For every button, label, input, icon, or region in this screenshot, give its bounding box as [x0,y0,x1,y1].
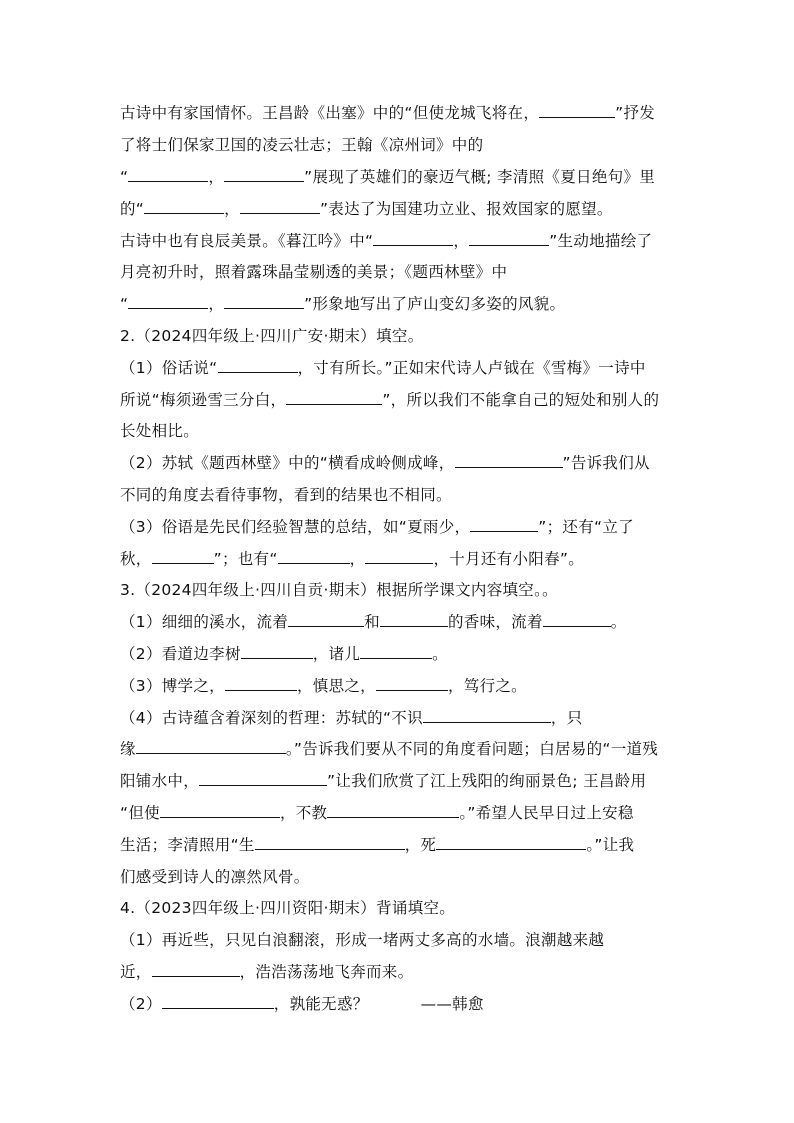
answer-blank[interactable] [128,167,208,182]
text-line: 的“ ， ”表达了为国建功立业、报效国家的愿望。 [120,200,613,218]
question-heading: 4.（2023四年级上·四川资阳·期末）背诵填空。 [120,899,456,917]
answer-blank[interactable] [380,612,448,627]
answer-blank[interactable] [240,199,320,214]
text-line: “ ， ”展现了英雄们的豪迈气概; 李清照《夏日绝句》里 [120,168,656,186]
text-line: 生活；李清照用“生 ，死 。”让我 [120,836,635,854]
text-line: （2）看道边李树 ，诸儿 。 [120,645,448,663]
answer-blank[interactable] [224,167,304,182]
text-line: （2）苏轼《题西林壁》中的“横看成岭侧成峰， ”告诉我们从 [120,454,650,472]
answer-blank[interactable] [241,644,313,659]
author-attribution: ——韩愈 [420,995,484,1013]
text-line: “但使 ，不教 。”希望人民早日过上安稳 [120,804,634,822]
text-line: （1）再近些，只见白浪翻滚，形成一堵两丈多高的水墙。浪潮越来越 [120,931,605,949]
answer-blank[interactable] [199,771,327,786]
text-line: 阳铺水中， ”让我们欣赏了江上残阳的绚丽景色; 王昌龄用 [120,772,647,790]
answer-blank[interactable] [136,739,286,754]
text-line: （1）细细的溪水，流着 和 的香味，流着 。 [120,613,627,631]
text-line: 所说“梅须逊雪三分白， ”，所以我们不能拿自己的短处和别人的 [120,391,660,409]
answer-blank[interactable] [327,803,459,818]
text-line: （2） ，孰能无惑？ ——韩愈 [120,995,484,1013]
answer-blank[interactable] [225,676,297,691]
text-line: 秋， ”；也有“ ， ，十月还有小阳春”。 [120,550,585,568]
text-line: 不同的角度去看待事物，看到的结果也不相同。 [120,486,452,504]
text-line: 古诗中有家国情怀。王昌龄《出塞》中的“但使龙城飞将在， ”抒发 [120,104,656,122]
text-line: 缘 。”告诉我们要从不同的角度看问题；白居易的“一道残 [120,740,659,758]
answer-blank[interactable] [162,994,274,1009]
answer-blank[interactable] [376,676,448,691]
answer-blank[interactable] [224,294,304,309]
answer-blank[interactable] [360,644,432,659]
answer-blank[interactable] [160,803,280,818]
answer-blank[interactable] [373,231,453,246]
answer-blank[interactable] [423,708,551,723]
text-line: 月亮初升时，照着露珠晶莹剔透的美景；《题西林壁》中 [120,263,508,281]
text-line: “ ， ”形象地写出了庐山变幻多姿的风貌。 [120,295,566,313]
answer-blank[interactable] [278,549,350,564]
text-line: 们感受到诗人的凛然风骨。 [120,868,310,886]
answer-blank[interactable] [470,517,538,532]
text-line: 近， ，浩浩荡荡地飞奔而来。 [120,963,414,981]
text-line: （3）俗语是先民们经验智慧的总结，如“夏雨少， ”；还有“立了 [120,518,634,536]
answer-blank[interactable] [255,835,405,850]
answer-blank[interactable] [218,358,298,373]
text-line: 了将士们保家卫国的凌云壮志；王翰《凉州词》中的 [120,136,484,154]
answer-blank[interactable] [436,835,586,850]
question-heading: 2.（2024四年级上·四川广安·期末）填空。 [120,327,424,345]
text-line: 古诗中也有良辰美景。《暮江吟》中“ ， ”生动地描绘了 [120,232,653,250]
answer-blank[interactable] [152,962,240,977]
answer-blank[interactable] [152,549,214,564]
answer-blank[interactable] [543,612,611,627]
answer-blank[interactable] [286,390,382,405]
answer-blank[interactable] [128,294,208,309]
answer-blank[interactable] [365,549,433,564]
answer-blank[interactable] [469,231,549,246]
text-line: （1）俗话说“ ，寸有所长。”正如宋代诗人卢钺在《雪梅》一诗中 [120,359,646,377]
text-line: （4）古诗蕴含着深刻的哲理：苏轼的“不识 ，只 [120,709,583,727]
text-line: （3）博学之， ，慎思之， ，笃行之。 [120,677,527,695]
question-heading: 3.（2024四年级上·四川自贡·期末）根据所学课文内容填空。。 [120,581,558,599]
answer-blank[interactable] [539,103,615,118]
text-line: 长处相比。 [120,422,200,440]
answer-blank[interactable] [455,453,563,468]
answer-blank[interactable] [288,612,364,627]
answer-blank[interactable] [144,199,224,214]
